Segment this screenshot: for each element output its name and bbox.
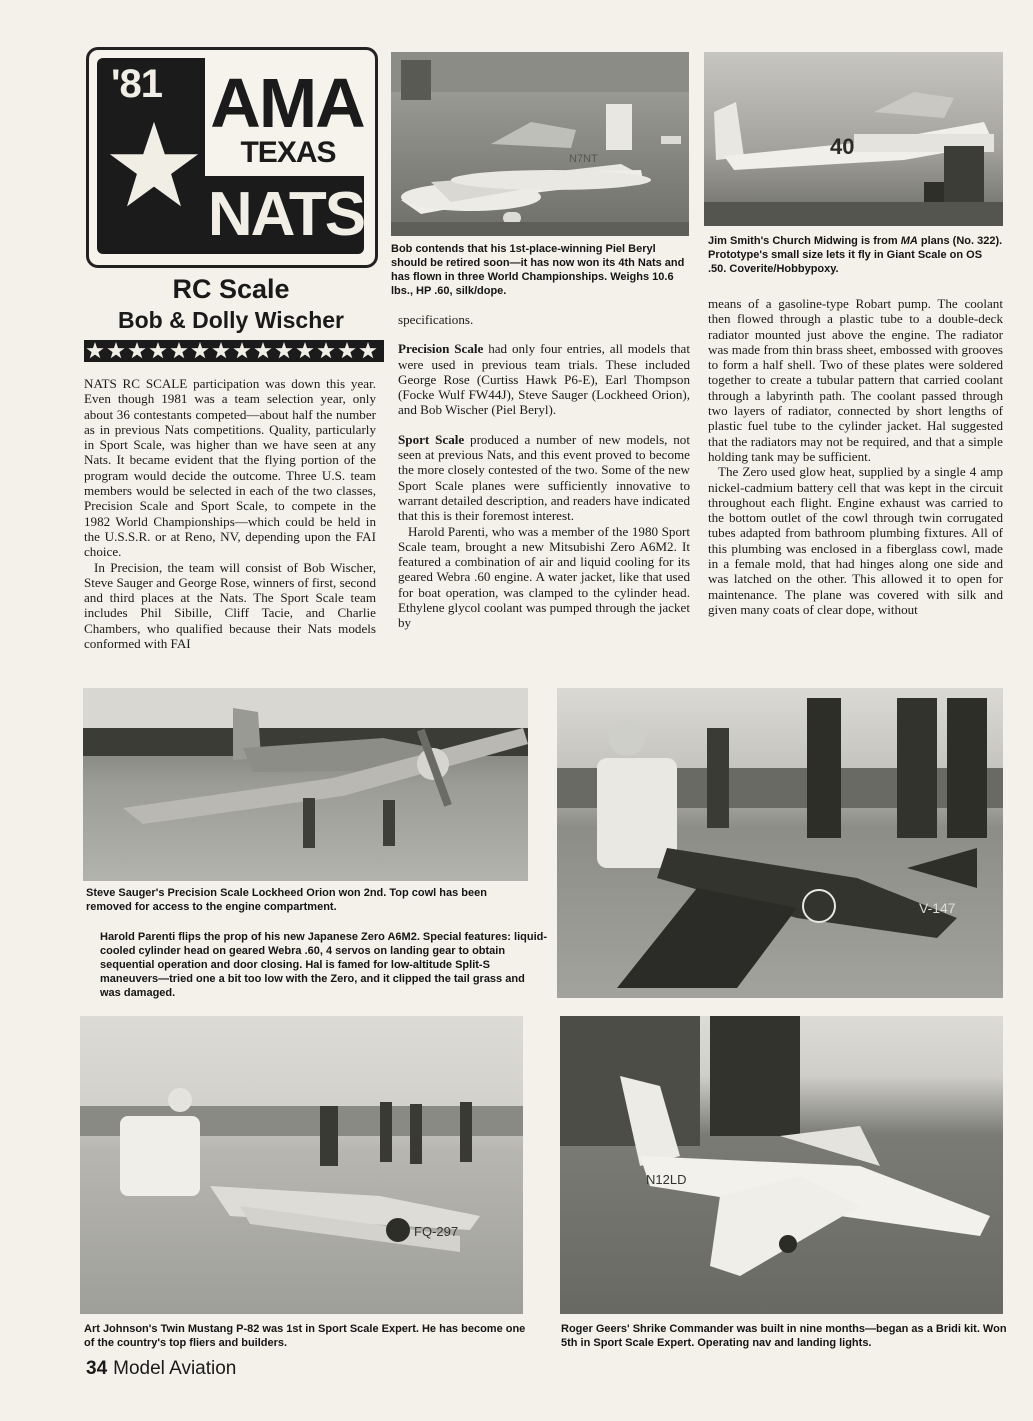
col2-para-3: [398, 432, 690, 524]
col2-para-2: [398, 341, 690, 417]
shrike-registration: N12LD: [646, 1172, 687, 1187]
col1-para-2: In Precision, the team will consist of Bob Wischer, Steve Sauger and George Rose, winners of first, second and third places at the Nats. The Sport Scale team includes Phil Sibille, Cliff Tacie, and Charlie Chambers, who qualified because their Nats models conformed with FAI: [84, 559, 376, 652]
nats-logo: [86, 47, 378, 268]
caption-midwing-post: plans (No. 322). Prototype's small size lets it fly in Giant Scale on OS .50. Coverite/Hobbypoxy.: [708, 235, 1003, 275]
col2-lead-sport: Sport Scale: [398, 431, 465, 447]
magazine-name: Model Aviation: [113, 1358, 237, 1379]
zero-code: V-147: [919, 900, 956, 916]
col2-para-4: Harold Parenti, who was a member of the 1980 Sport Scale team, brought a new Mitsubishi Zero A6M2. It featured a combination of air and liquid cooling for its geared Webra .60 engine. A water jacket, like that used for boat operation, was clamped to the cylinder head. Ethylene glycol coolant was pumped through the jacket by: [398, 523, 690, 631]
page-footer: [86, 1358, 236, 1380]
caption-lockheed-orion: Steve Sauger's Precision Scale Lockheed Orion won 2nd. Top cowl has been removed for access to the engine compartment.: [86, 887, 487, 913]
piel-registration: N7NT: [569, 153, 598, 165]
mustang-code: FQ-297: [414, 1224, 459, 1239]
caption-midwing-pre: Jim Smith's Church Midwing is from: [708, 235, 901, 247]
article-title: RC Scale: [172, 274, 290, 304]
col2-para-1: specifications.: [398, 312, 474, 327]
caption-church-midwing: [708, 234, 1003, 276]
photo-lockheed-orion: [83, 688, 528, 881]
logo-year: '81: [111, 62, 163, 106]
col2-para-3-text: produced a number of new models, not seen at previous Nats, and this event proved to become the more closely contested of the two. Some of the new Sport Scale planes were sufficiently innovative to warrant detailed description, and readers have indicated that this is their foremost interest.: [398, 431, 690, 524]
photo-shrike-commander: [560, 1016, 1003, 1314]
logo-ama: AMA: [210, 64, 364, 142]
photo-church-midwing: [704, 52, 1003, 226]
text-column-2: [398, 312, 690, 684]
midwing-number: 40: [830, 134, 855, 159]
caption-midwing-magazine: MA: [900, 235, 918, 247]
col3-para-2: The Zero used glow heat, supplied by a single 4 amp nickel-cadmium battery cell that was kept in the circuit throughout each flight. Engine exhaust was carried to the bottom outlet of the cowl through twin corrugated tubes adapted from bathroom plumbing fixtures. All of this plumbing was enclosed in a fiberglass cowl, made in a female mold, that had hinges along one side and was latched on the other. This allowed it to open for maintenance. The plane was covered with silk and given many coats of clear dope, without: [708, 464, 1003, 617]
col3-para-1: means of a gasoline-type Robart pump. The coolant then flowed through a plastic tube to a double-deck radiator mounted just above the engine. The radiator was made from thin brass sheet, embossed with grooves to form a half shell. Two of these plates were soldered together to create a tubular pattern that carried coolant through a labyrinth path. The coolant passed through two layers of radiator, connected by short lengths of plastic fuel tube to the cylinder jacket. Hal suggested that the radiators may not be required, and that a simple holding tank may be sufficient.: [708, 296, 1003, 464]
photo-japanese-zero: [557, 688, 1003, 998]
article-byline: Bob & Dolly Wischer: [118, 307, 344, 333]
logo-nats: NATS: [207, 180, 365, 249]
logo-texas: TEXAS: [240, 136, 336, 169]
col1-para-1: NATS RC SCALE participation was down this year. Even though 1981 was a team selection year, only about 36 contestants competed—about half the number as in previous Nats competitions. Quality, particularly in Sport Scale, was higher than we have seen at any Nats. It became evident that the flying portion of the program would decide the outcome. Three U.S. team members would be selected in each of the two classes, Precision Scale and Sport Scale, to compete in the 1982 World Championships—which could be held in the U.S.S.R. or at Reno, NV, depending upon the FAI choice.: [84, 376, 376, 560]
page-number: 34: [86, 1358, 108, 1379]
caption-piel-beryl: Bob contends that his 1st-place-winning Piel Beryl should be retired soon—it has now won its 4th Nats and has flown in three World Championships. Weighs 10.6 lbs., HP .60, silk/dope.: [391, 243, 685, 297]
caption-japanese-zero: Harold Parenti flips the prop of his new Japanese Zero A6M2. Special features: liquid-cooled cylinder head on geared Webra .60, 4 servos on landing gear to obtain sequential operation and door closing. Hal is famed for low-altitude Split-S maneuvers—tried one a bit too low with the Zero, and it clipped the tail grass and was damaged.: [100, 931, 548, 999]
star-icon: [109, 120, 199, 210]
photo-twin-mustang: [80, 1016, 523, 1314]
star-divider-icon: [84, 338, 384, 364]
photo-piel-beryl: [391, 52, 689, 236]
text-column-3: [708, 296, 1003, 684]
caption-twin-mustang: Art Johnson's Twin Mustang P-82 was 1st in Sport Scale Expert. He has become one of the country's top fliers and builders.: [84, 1323, 526, 1349]
text-column-1: [84, 376, 376, 684]
caption-shrike-commander: Roger Geers' Shrike Commander was built in nine months—began as a Bridi kit. Won 5th in Sport Scale Expert. Operating nav and landing lights.: [561, 1323, 1007, 1349]
col2-para-2-text: had only four entries, all models that were used in previous team trials. These included George Rose (Curtiss Hawk P6-E), Earl Thompson (Focke Wulf FW44J), Steve Sauger (Lockheed Orion), and Bob Wischer (Piel Beryl).: [398, 341, 690, 418]
col2-lead-precision: Precision Scale: [398, 341, 484, 357]
